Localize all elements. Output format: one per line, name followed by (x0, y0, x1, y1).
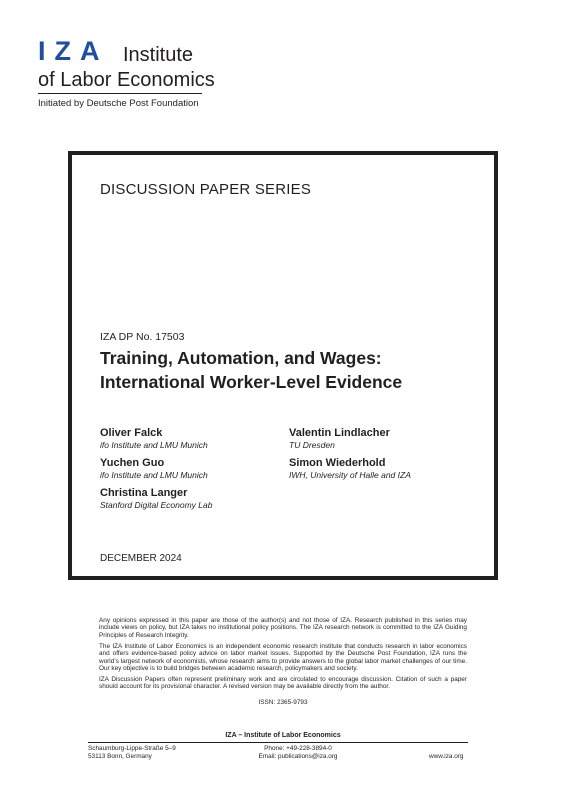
footer-phone: Phone: +49-228-3894-0 (264, 745, 332, 752)
footer-address-line-1: Schaumburg-Lippe-Straße 5–9 (88, 745, 176, 752)
author-1 (100, 426, 208, 451)
publication-date: DECEMBER 2024 (100, 553, 182, 564)
dp-number: IZA DP No. 17503 (100, 331, 185, 343)
author-name: Yuchen Guo (100, 457, 165, 469)
footer-divider (88, 742, 468, 743)
author-2 (100, 456, 208, 481)
author-name: Christina Langer (100, 487, 188, 499)
disclaimer-paragraph-3: IZA Discussion Papers often represent preliminary work and are circulated to encourage discussion. Citation of such a paper should account for its provisional character. A revised version may be available directly from the author. (99, 676, 467, 691)
author-affiliation: IWH, University of Halle and IZA (289, 470, 411, 480)
footer-website-link[interactable]: www.iza.org (429, 753, 464, 760)
logo-institute-text: Institute (123, 44, 194, 66)
issn: ISSN: 2365-9793 (258, 699, 308, 706)
paper-title-line-2: International Worker-Level Evidence (100, 372, 403, 392)
footer-email[interactable]: Email: publications@iza.org (258, 753, 338, 760)
author-3 (100, 486, 212, 511)
footer-contact (243, 745, 353, 761)
author-name: Valentin Lindlacher (289, 427, 390, 439)
author-name: Oliver Falck (100, 427, 163, 439)
author-affiliation: TU Dresden (289, 440, 335, 450)
author-affiliation: Stanford Digital Economy Lab (100, 500, 213, 510)
author-5 (289, 456, 411, 481)
footer-address (88, 745, 176, 761)
iza-logo-mark: IZA (38, 36, 109, 66)
logo-divider (38, 93, 202, 94)
paper-title (100, 346, 480, 394)
logo-tagline: Initiated by Deutsche Post Foundation (38, 98, 199, 109)
disclaimer-paragraph-2: The IZA Institute of Labor Economics is an independent economic research institute that conducts research in labor economics and offers evidence-based policy advice on labor market issues. Supported by the Deutsche Post Foundation, IZA runs the world’s largest network of economists, whose research aims to provide answers to the global labor market challenges of our time. Our key objective is to build bridges between academic research, policymakers and society. (99, 643, 467, 673)
author-name: Simon Wiederhold (289, 457, 386, 469)
footer-address-line-2: 53113 Bonn, Germany (88, 753, 152, 760)
logo-labor-text: of Labor Economics (38, 69, 215, 91)
author-affiliation: ifo Institute and LMU Munich (100, 440, 208, 450)
author-affiliation: ifo Institute and LMU Munich (100, 470, 208, 480)
series-title: DISCUSSION PAPER SERIES (100, 181, 312, 198)
footer-title: IZA – Institute of Labor Economics (225, 732, 341, 739)
author-4 (289, 426, 390, 451)
paper-title-line-1: Training, Automation, and Wages: (100, 348, 382, 368)
disclaimer-paragraph-1: Any opinions expressed in this paper are those of the author(s) and not those of IZA. Research published in this series may include views on policy, but IZA takes no institutional policy positions. The IZA research network is committed to the IZA Guiding Principles of Research Integrity. (99, 617, 467, 639)
